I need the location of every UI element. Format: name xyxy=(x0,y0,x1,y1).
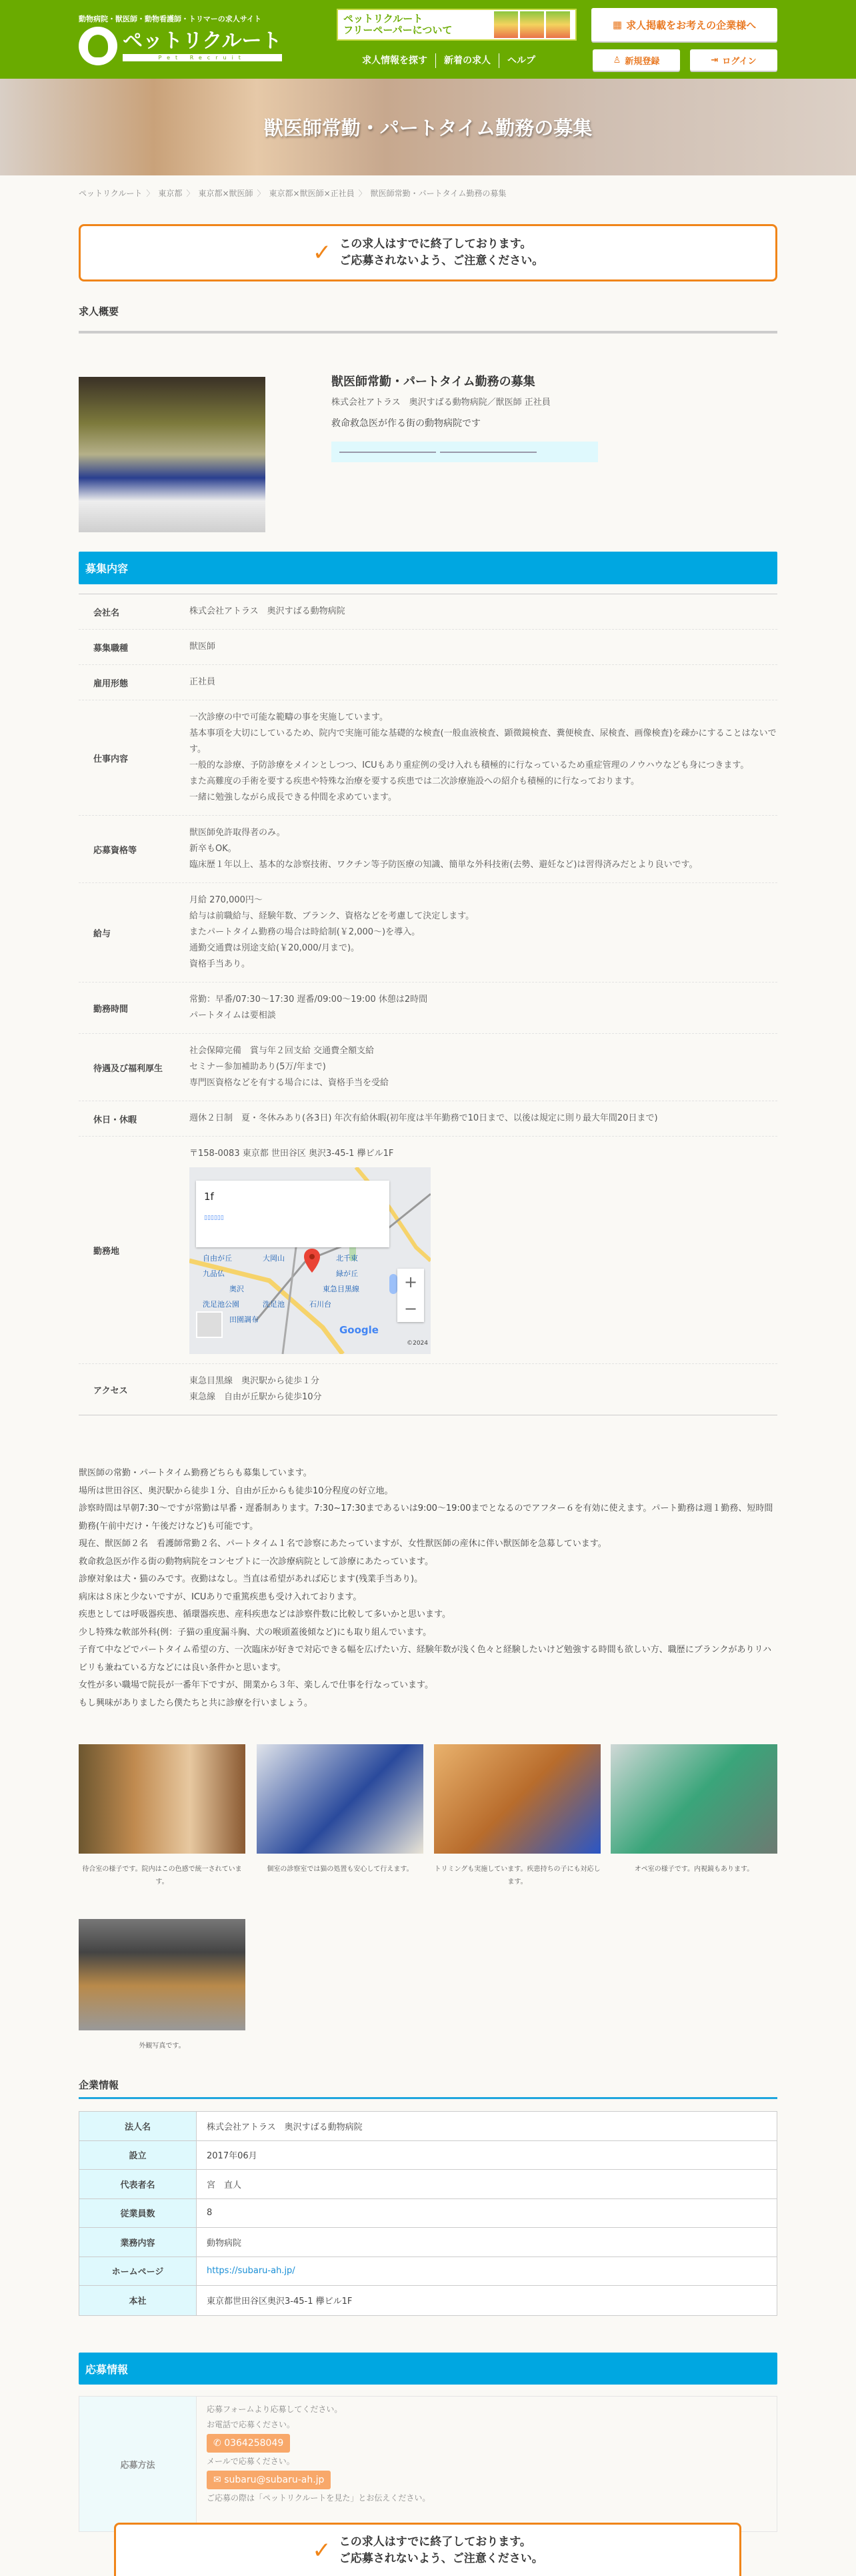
location-map[interactable] xyxy=(189,1167,431,1354)
description-line: 場所は世田谷区、奥沢駅から徒歩１分、自由が丘からも徒歩10分程度の好立地。 xyxy=(79,1485,393,1496)
description-line: 子育て中などでパートタイム希望の方、一次臨床が好きで対応できる幅を広げたい方、経験年数が浅く色々と経験したいけど勉強する時間も欲しい方、職歴にブランクがありリハビリも兼ねている方などには良い条件かと思います。 xyxy=(79,1645,772,1673)
row-value xyxy=(197,2199,777,2228)
row-label: 給与 xyxy=(93,928,111,939)
banner-line-1: ペットリクルート xyxy=(343,12,423,25)
sticky-job-closed-notice xyxy=(114,2523,741,2576)
gallery-item xyxy=(611,1744,777,1876)
apply-phone-text: お電話で応募ください。 xyxy=(207,2420,295,2429)
login-button[interactable] xyxy=(690,49,777,71)
building-icon: ▦ xyxy=(612,19,623,31)
row-label: 業務内容 xyxy=(79,2228,197,2257)
value-line: 週休２日制 夏・冬休みあり(各3日) 年次有給休暇(初年度は半年勤務で10日まで、以後は規定に則り最大年間20日まで) xyxy=(189,1113,658,1123)
login-icon: ⇥ xyxy=(711,55,719,65)
chevron-right-icon: 〉 xyxy=(257,189,265,198)
gallery-item xyxy=(434,1744,601,1888)
staff-photo xyxy=(79,377,265,532)
map-attribution: ©2024 xyxy=(407,1340,428,1347)
value-line: セミナー参加補助あり(5万/年まで) xyxy=(189,1062,326,1072)
gallery-photo[interactable] xyxy=(257,1744,423,1854)
row-label: 設立 xyxy=(79,2141,197,2170)
gallery-caption: 個室の診察室では猫の処置も安心して行えます。 xyxy=(267,1866,413,1873)
table-row xyxy=(79,2141,777,2170)
description-line: 現在、獣医師２名 看護師常勤２名、パートタイム１名で診察にあたっていますが、女性獣医師の産休に伴い獣医師を急募しています。 xyxy=(79,1539,607,1549)
table-row xyxy=(79,2112,777,2141)
chevron-right-icon: 〉 xyxy=(146,189,155,198)
value-line: 月給 270,000円～ xyxy=(189,895,263,905)
row-value xyxy=(189,674,777,690)
site-tagline: 動物病院・獣医師・動物看護師・トリマーの求人サイト xyxy=(79,15,262,23)
row-label: 勤務時間 xyxy=(93,1004,129,1015)
recruit-details-table xyxy=(79,594,777,1415)
row-value xyxy=(197,2286,777,2315)
row-label: 募集職種 xyxy=(93,643,129,654)
notice-line-1: この求人はすでに終了しております。 xyxy=(339,2535,531,2549)
employer-recruit-label: 求人掲載をお考えの企業様へ xyxy=(626,19,757,31)
map-label: 自由が丘 xyxy=(203,1254,232,1263)
map-card-title: 1f xyxy=(204,1191,214,1203)
notice-line-2: ご応募されないよう、ご注意ください。 xyxy=(339,2551,543,2565)
google-logo: Google xyxy=(339,1324,379,1336)
person-icon: ♙ xyxy=(613,55,621,65)
row-value xyxy=(197,2141,777,2170)
gallery-photo[interactable] xyxy=(79,1744,245,1854)
row-value xyxy=(197,2228,777,2257)
row-value xyxy=(197,2170,777,2198)
apply-method-label: 応募方法 xyxy=(79,2397,197,2531)
mail-icon: ✉ xyxy=(213,2475,225,2485)
phone-number: 0364258049 xyxy=(224,2438,284,2449)
table-row xyxy=(79,1364,777,1415)
table-row xyxy=(79,983,777,1034)
value-line: 基本事項を大切にしているため、院内で実施可能な基礎的な検査(一般血液検査、顕微鏡検査、糞便検査、尿検査、画像検査)を疎かにすることはないです。 xyxy=(189,728,777,754)
row-value xyxy=(189,892,777,973)
table-row xyxy=(79,700,777,816)
table-row xyxy=(79,816,777,883)
breadcrumb-current: 獣医師常勤・パートタイム勤務の募集 xyxy=(370,189,507,198)
description-line: 女性が多い職場で院長が一番年下ですが、開業から３年、楽しんで仕事を行なっています。 xyxy=(79,1680,433,1690)
nav-search-jobs[interactable]: 求人情報を探す xyxy=(362,55,427,66)
chevron-right-icon: 〉 xyxy=(186,189,195,198)
map-label: 田園調布 xyxy=(229,1315,259,1324)
nav-new-jobs[interactable]: 新着の求人 xyxy=(435,53,499,68)
value-line: 〒158-0083 東京都 世田谷区 奥沢3-45-1 欅ビル1F xyxy=(189,1149,394,1159)
hero-banner xyxy=(0,79,856,175)
register-button[interactable] xyxy=(593,49,680,71)
value-text: 動物病院 xyxy=(207,2238,242,2248)
row-label: ホームページ xyxy=(79,2257,197,2286)
phone-icon: ✆ xyxy=(213,2438,225,2449)
description-line: 診察時間は早朝7:30～ですが常勤は早番・遅番制あります。7:30~17:30まであるいは9:00～19:00までとなるのでアフター６を有効に使えます。パート勤務は週１勤務、短時間勤務(午前中だけ・午後だけなど)も可能です。 xyxy=(79,1503,773,1531)
row-value xyxy=(189,992,777,1024)
value-text: 2017年06月 xyxy=(207,2151,257,2162)
row-value xyxy=(189,1373,777,1405)
homepage-link[interactable]: https://subaru-ah.jp/ xyxy=(207,2266,295,2277)
value-line: 社会保障完備 賞与年２回支給 交通費全額支給 xyxy=(189,1046,375,1056)
apply-form-text: 応募フォームより応募してください。 xyxy=(207,2405,343,2414)
description-line: 疾患としては呼吸器疾患、循環器疾患、産科疾患などは診察件数に比較して多いかと思います。 xyxy=(79,1609,451,1620)
description-line: 獣医師の常勤・パートタイム勤務どちらも募集しています。 xyxy=(79,1468,312,1478)
row-label: 仕事内容 xyxy=(93,754,129,764)
gallery-item xyxy=(79,1919,245,2052)
job-tags-box xyxy=(331,442,598,462)
table-row xyxy=(79,2257,777,2287)
login-label: ログイン xyxy=(722,56,757,67)
gallery-caption: トリミングも実施しています。疾患持ちの子にも対応します。 xyxy=(434,1866,601,1886)
summary-section-title: 求人概要 xyxy=(79,305,119,317)
breadcrumb-item[interactable]: 東京都×獣医師×正社員 xyxy=(269,189,355,198)
row-label: 応募資格等 xyxy=(93,845,137,856)
logo-subtext: Pet Recruit xyxy=(123,54,282,61)
apply-section-header: 応募情報 xyxy=(79,2353,777,2385)
magazine-covers-image xyxy=(494,11,570,38)
apply-info-table xyxy=(79,2396,777,2532)
site-logo[interactable] xyxy=(79,27,282,65)
table-row xyxy=(79,594,777,630)
description-line: もし興味がありましたら僕たちと共に診療を行いましょう。 xyxy=(79,1698,313,1708)
row-label: 会社名 xyxy=(93,608,120,618)
map-label: 石川台 xyxy=(309,1300,331,1309)
row-label: 休日・休暇 xyxy=(93,1115,137,1125)
divider xyxy=(79,331,777,334)
value-line: 東急目黒線 奥沢駅から徒歩１分 xyxy=(189,1376,320,1386)
check-icon: ✓ xyxy=(312,2537,331,2564)
employer-recruit-button[interactable] xyxy=(591,8,777,41)
value-line: 一般的な診療、予防診療をメインとしつつ、ICUもあり重症例の受け入れも積極的に行なっているため重症管理のノウハウなども身につきます。 xyxy=(189,760,749,770)
table-row xyxy=(79,2170,777,2199)
apply-mail-text: メールで応募ください。 xyxy=(207,2457,295,2466)
table-row xyxy=(79,1137,777,1364)
value-line: 常勤：早番/07:30～17:30 遅番/09:00～19:00 休憩は2時間 xyxy=(189,995,428,1005)
job-description xyxy=(79,1465,777,1712)
zoom-in-button[interactable]: + xyxy=(403,1273,418,1291)
description-line: 救命救急医が作る街の動物病院をコンセプトに一次診療病院として診療にあたっています。 xyxy=(79,1556,433,1567)
email-address: subaru@subaru-ah.jp xyxy=(224,2475,325,2485)
table-row xyxy=(79,1034,777,1101)
nav-help[interactable]: ヘルプ xyxy=(499,53,543,68)
map-label: 九品仏 xyxy=(203,1269,225,1278)
map-zoom-controls xyxy=(397,1269,424,1322)
value-line: 一次診療の中で可能な範疇の事を実施しています。 xyxy=(189,712,388,722)
main-nav xyxy=(362,53,543,68)
map-label: 北千束 xyxy=(336,1254,358,1263)
map-pin-icon xyxy=(304,1249,320,1273)
value-line: パートタイムは要相談 xyxy=(189,1011,276,1021)
job-company: 株式会社アトラス 奥沢すばる動物病院／獣医師 正社員 xyxy=(331,398,551,408)
row-label: 従業員数 xyxy=(79,2199,197,2228)
check-icon: ✓ xyxy=(312,239,332,266)
gallery-item xyxy=(79,1744,245,1888)
value-line: 専門医資格などを有する場合には、資格手当を受給 xyxy=(189,1078,389,1088)
map-label: 洗足池 xyxy=(263,1300,285,1309)
row-label: 法人名 xyxy=(79,2112,197,2140)
banner-line-2: フリーペーパーについて xyxy=(343,24,453,36)
gallery-photo[interactable] xyxy=(79,1919,245,2030)
hero-title: 獣医師常勤・パートタイム勤務の募集 xyxy=(263,117,593,139)
value-line: 給与は前職給与、経験年数、ブランク、資格などを考慮して決定します。 xyxy=(189,911,475,921)
table-row xyxy=(79,2228,777,2257)
row-label: 待遇及び福利厚生 xyxy=(93,1063,163,1074)
free-paper-banner[interactable] xyxy=(337,9,577,41)
value-line: 獣医師免許取得者のみ。 xyxy=(189,828,285,838)
map-label: 奥沢 xyxy=(229,1285,244,1293)
gallery-photo[interactable] xyxy=(434,1744,601,1854)
company-info-table xyxy=(79,2111,777,2316)
description-line: 少し特殊な軟部外科(例：子猫の重度漏斗胸、犬の喉頭蓋後傾など)にも取り組んでいます。 xyxy=(79,1627,432,1638)
map-info-card: 1f ▯▯▯▯▯▯ xyxy=(196,1181,389,1247)
row-label: 代表者名 xyxy=(79,2170,197,2198)
row-value xyxy=(189,639,777,655)
row-value xyxy=(189,1043,777,1091)
row-label: 本社 xyxy=(79,2286,197,2315)
divider xyxy=(79,2097,777,2099)
value-line: 通勤交通費は別途支給(￥20,000/月まで)。 xyxy=(189,943,360,953)
breadcrumb-item[interactable]: ペットリクルート xyxy=(79,189,143,198)
chevron-right-icon: 〉 xyxy=(358,189,367,198)
email-button[interactable] xyxy=(207,2471,331,2489)
value-text: 宮 直人 xyxy=(207,2180,242,2190)
apply-note: ご応募の際は「ペットリクルートを見た」とお伝えください。 xyxy=(207,2493,431,2503)
table-row xyxy=(79,665,777,700)
value-line: 東急線 自由が丘駅から徒歩10分 xyxy=(189,1392,322,1402)
row-value xyxy=(189,710,777,806)
value-line: また高難度の手術を要する疾患や特殊な治療を要する疾患では二次診療施設への紹介も積極的に行なっております。 xyxy=(189,776,639,786)
table-row xyxy=(79,630,777,665)
value-line: 正社員 xyxy=(189,677,216,687)
description-line: 病床は８床と少ないですが、ICUありで重篤疾患も受け入れております。 xyxy=(79,1591,362,1602)
value-text: 株式会社アトラス 奥沢すばる動物病院 xyxy=(207,2122,363,2132)
value-line: 資格手当あり。 xyxy=(189,959,251,969)
row-value xyxy=(197,2257,777,2286)
notice-line-1: この求人はすでに終了しております。 xyxy=(339,237,532,251)
value-line: 獣医師 xyxy=(189,642,216,652)
row-value xyxy=(189,1111,777,1127)
row-value xyxy=(189,825,777,873)
phone-button[interactable] xyxy=(207,2434,290,2453)
row-value xyxy=(197,2112,777,2140)
table-row xyxy=(79,1101,777,1137)
breadcrumb xyxy=(79,187,506,199)
value-text: 8 xyxy=(207,2208,213,2218)
table-row xyxy=(79,883,777,983)
value-line: 臨床歴１年以上、基本的な診察技術、ワクチン等予防医療の知識、簡単な外科技術(去勢、避妊など)は習得済みだとより良いです。 xyxy=(189,860,698,870)
notice-line-2: ご応募されないよう、ご注意ください。 xyxy=(339,254,544,267)
dog-cat-logo-icon xyxy=(79,27,117,65)
gallery-caption: オペ室の様子です。内視鏡もあります。 xyxy=(634,1866,754,1873)
job-closed-notice xyxy=(79,224,777,281)
breadcrumb-item[interactable]: 東京都×獣医師 xyxy=(198,189,253,198)
gallery-caption: 待合室の様子です。院内はこの色感で統一されています。 xyxy=(82,1866,242,1886)
row-label: アクセス xyxy=(93,1385,128,1396)
company-section-title: 企業情報 xyxy=(79,2079,119,2091)
value-line: 一緒に勉強しながら成長できる仲間を求めています。 xyxy=(189,792,397,802)
value-text: 東京都世田谷区奥沢3-45-1 欅ビル1F xyxy=(207,2297,353,2307)
gallery-photo[interactable] xyxy=(611,1744,777,1854)
row-value xyxy=(189,604,777,620)
recruit-section-header: 募集内容 xyxy=(79,552,777,584)
gallery-caption: 外観写真です。 xyxy=(139,2042,185,2050)
description-line: 診療対象は犬・猫のみです。夜勤はなし。当直は希望があれば応じます(残業手当あり)。 xyxy=(79,1574,423,1584)
site-header xyxy=(0,0,856,79)
map-label: 東急目黒線 xyxy=(323,1285,359,1293)
logo-text: ペットリクルート xyxy=(123,29,282,53)
row-value xyxy=(189,1146,777,1354)
register-label: 新規登録 xyxy=(625,56,660,67)
job-catchphrase: 救命救急医が作る街の動物病院です xyxy=(331,418,481,429)
map-label: 大岡山 xyxy=(263,1254,285,1263)
map-label: 緑が丘 xyxy=(336,1269,358,1278)
street-view-button[interactable] xyxy=(196,1311,223,1338)
row-label: 雇用形態 xyxy=(93,678,129,689)
breadcrumb-item[interactable]: 東京都 xyxy=(158,189,183,198)
value-line: 株式会社アトラス 奥沢すばる動物病院 xyxy=(189,606,345,616)
value-line: またパートタイム勤務の場合は時給制(￥2,000～)を導入。 xyxy=(189,927,421,937)
gallery-item xyxy=(257,1744,423,1876)
table-row xyxy=(79,2286,777,2315)
job-title: 獣医師常勤・パートタイム勤務の募集 xyxy=(331,375,535,389)
value-line: 新卒もOK。 xyxy=(189,844,237,854)
table-row xyxy=(79,2199,777,2228)
map-label: 洗足池公園 xyxy=(203,1300,239,1309)
zoom-out-button[interactable]: − xyxy=(403,1299,418,1318)
row-label: 勤務地 xyxy=(93,1246,120,1257)
